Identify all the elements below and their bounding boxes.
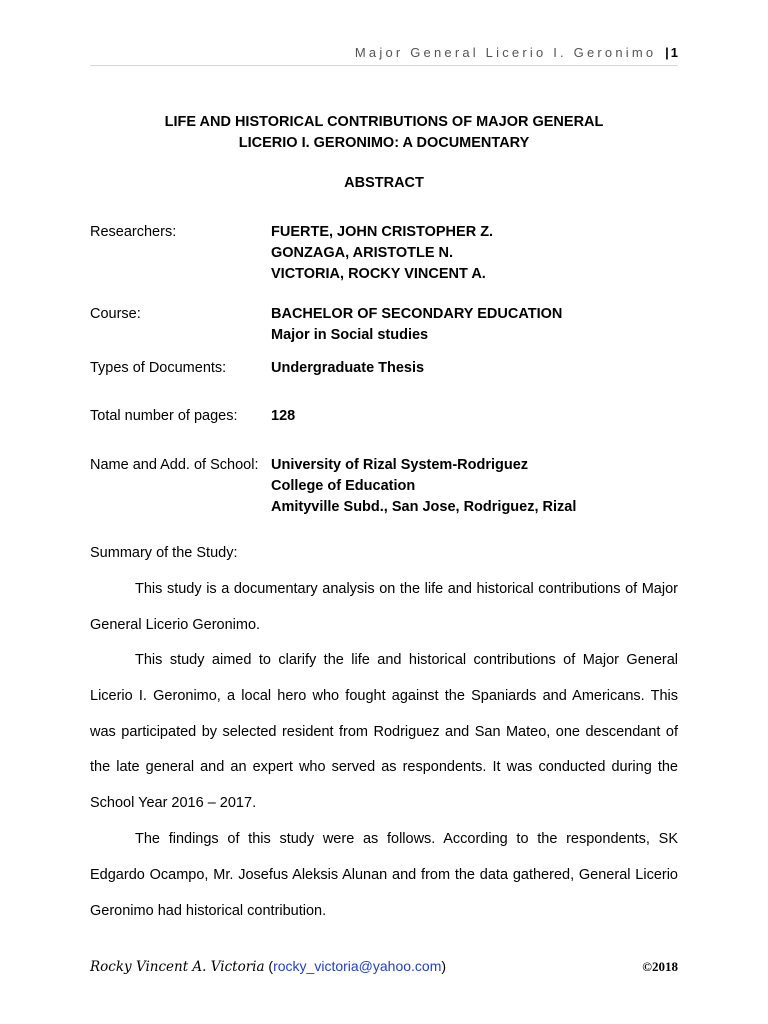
author-name: Rocky Vincent A. Victoria — [90, 959, 265, 975]
course-label: Course: — [90, 306, 141, 322]
author-email[interactable]: rocky_victoria@yahoo.com — [273, 958, 442, 974]
copyright-notice: ©2018 — [642, 959, 678, 974]
running-header — [355, 45, 678, 60]
school-address: Amityville Subd., San Jose, Rodriguez, Rizal — [271, 499, 577, 515]
email-open-paren: ( — [268, 958, 274, 974]
pages-label: Total number of pages: — [90, 408, 238, 424]
course-name: BACHELOR OF SECONDARY EDUCATION — [271, 306, 563, 322]
researchers-values — [271, 222, 493, 285]
course-major: Major in Social studies — [271, 327, 429, 343]
doc-type-value: Undergraduate Thesis — [271, 360, 425, 376]
researcher-name: GONZAGA, ARISTOTLE N. — [271, 245, 454, 261]
title-line-2: LICERIO I. GERONIMO: A DOCUMENTARY — [238, 135, 530, 151]
email-close-paren: ) — [441, 958, 447, 974]
summary-paragraph: This study is a documentary analysis on the life and historical contributions of Major General Licerio Geronimo. — [90, 581, 678, 633]
researcher-name: FUERTE, JOHN CRISTOPHER Z. — [271, 224, 494, 240]
running-title: Major General Licerio I. Geronimo — [354, 45, 657, 60]
school-college: College of Education — [271, 478, 416, 494]
doc-type-label: Types of Documents: — [90, 360, 227, 376]
course-values — [271, 304, 562, 346]
summary-paragraph: This study aimed to clarify the life and historical contributions of Major General Licerio I. Geronimo, a local hero who fought against the Spaniards and Americans. This was participated by selected resident from Rodriguez and San Mateo, one descendant of the late general and an expert who served as respondents. It was conducted during the School Year 2016 – 2017. — [90, 652, 678, 812]
researchers-label: Researchers: — [90, 224, 177, 240]
pages-values — [271, 406, 295, 427]
summary-paragraph: The findings of this study were as follows. According to the respondents, SK Edgardo Ocampo, Mr. Josefus Aleksis Alunan and from the data gathered, General Licerio Geronimo had historical contribution. — [90, 831, 678, 919]
doc-type-values — [271, 358, 424, 379]
title-line-1: LIFE AND HISTORICAL CONTRIBUTIONS OF MAJOR GENERAL — [164, 114, 604, 130]
page-number: 1 — [670, 45, 678, 60]
school-name: University of Rizal System-Rodriguez — [271, 457, 529, 473]
header-divider — [90, 65, 678, 66]
researcher-name: VICTORIA, ROCKY VINCENT A. — [271, 266, 486, 282]
school-label: Name and Add. of School: — [90, 457, 259, 473]
pages-value: 128 — [271, 408, 296, 424]
school-values — [271, 455, 576, 518]
abstract-heading: ABSTRACT — [344, 175, 424, 191]
page-footer — [90, 958, 678, 975]
document-title — [90, 112, 678, 154]
header-separator: | — [665, 45, 669, 60]
summary-label: Summary of the Study: — [90, 545, 238, 561]
